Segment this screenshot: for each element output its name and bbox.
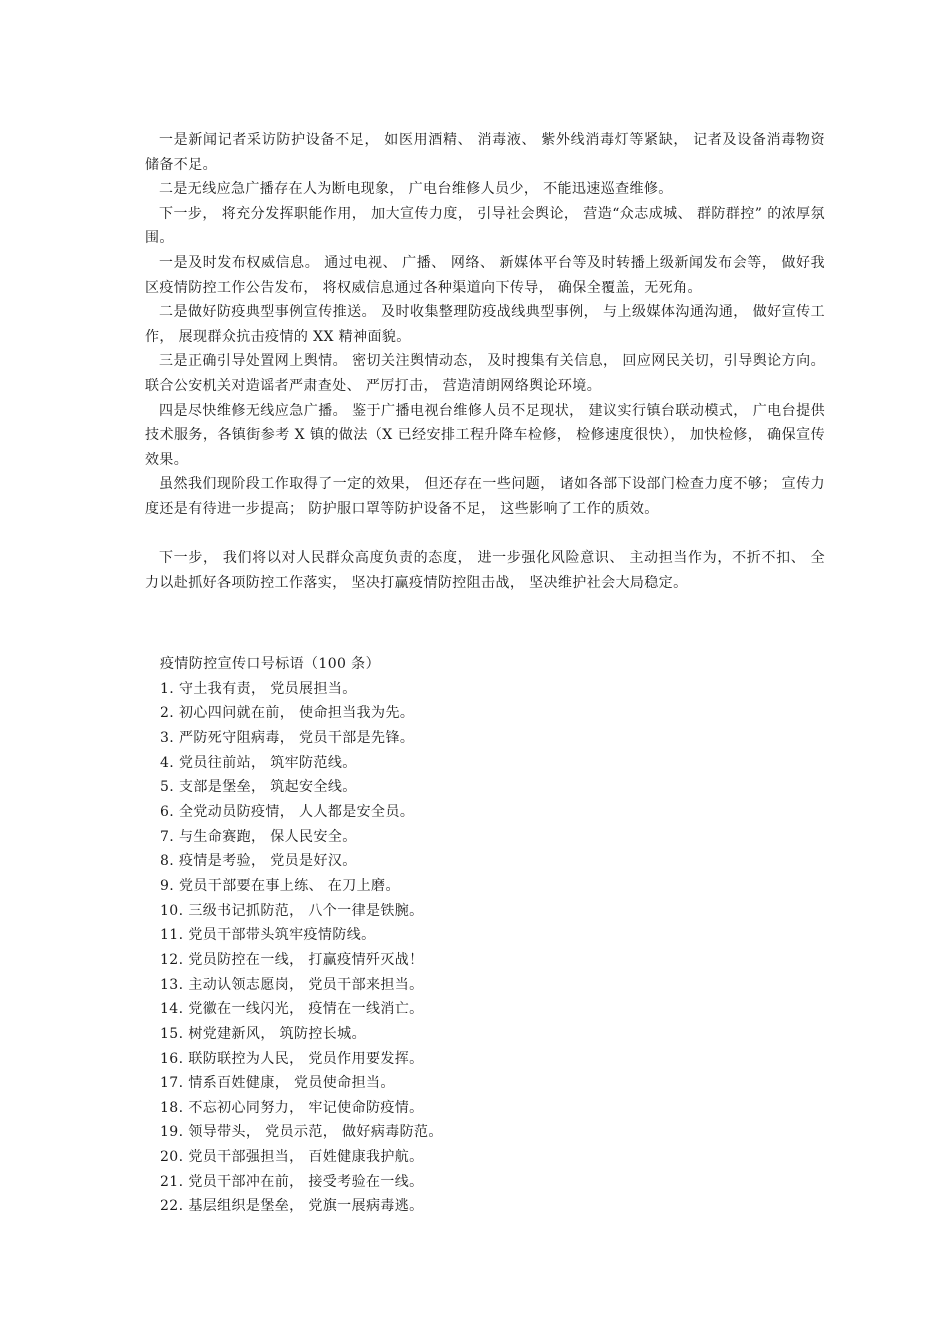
list-item: 1. 守土我有责， 党员展担当。 bbox=[160, 680, 357, 697]
list-item: 9. 党员干部要在事上练、 在刀上磨。 bbox=[160, 877, 400, 894]
paragraph: 下一步， 将充分发挥职能作用， 加大宣传力度， 引导社会舆论， 营造“众志成城、 群防群控” 的浓厚氛围。 bbox=[145, 205, 825, 247]
paragraph: 一是新闻记者采访防护设备不足， 如医用酒精、 消毒液、 紫外线消毒灯等紧缺， 记者及设备消毒物资储备不足。 bbox=[145, 132, 825, 173]
list-item: 22. 基层组织是堡垒， 党旗一展病毒逃。 bbox=[160, 1198, 424, 1215]
list-item: 10. 三级书记抓防范， 八个一律是铁腕。 bbox=[160, 902, 424, 919]
paragraph: 二是做好防疫典型事例宣传推送。 及时收集整理防疫战线典型事例， 与上级媒体沟通沟通， 做好宣传工作， 展现群众抗击疫情的 XX 精神面貌。 bbox=[145, 304, 825, 345]
paragraph: 一是及时发布权威信息。 通过电视、 广播、 网络、 新媒体平台等及时转播上级新闻发布会等， 做好我区疫情防控工作公告发布， 将权威信息通过各种渠道向下传导， 确保全覆盖，无死角。 bbox=[145, 254, 825, 296]
slogan-list bbox=[160, 677, 820, 1219]
list-item: 7. 与生命赛跑， 保人民安全。 bbox=[160, 828, 357, 845]
list-item: 15. 树党建新风， 筑防控长城。 bbox=[160, 1025, 366, 1042]
list-item: 5. 支部是堡垒， 筑起安全线。 bbox=[160, 779, 357, 796]
list-item: 8. 疫情是考验， 党员是好汉。 bbox=[160, 853, 357, 870]
list-item: 16. 联防联控为人民， 党员作用要发挥。 bbox=[160, 1050, 424, 1067]
list-item: 11. 党员干部带头筑牢疫情防线。 bbox=[160, 927, 376, 944]
paragraph: 三是正确引导处置网上舆情。 密切关注舆情动态， 及时搜集有关信息， 回应网民关切，引导舆论方向。 联合公安机关对造谣者严肃查处、 严厉打击， 营造清朗网络舆论环境。 bbox=[145, 353, 825, 394]
list-item: 3. 严防死守阻病毒， 党员干部是先锋。 bbox=[160, 729, 415, 746]
list-item: 6. 全党动员防疫情， 人人都是安全员。 bbox=[160, 803, 415, 820]
list-item: 12. 党员防控在一线， 打赢疫情歼灭战！ bbox=[160, 951, 424, 968]
paragraph: 二是无线应急广播存在人为断电现象， 广电台维修人员少， 不能迅速巡查维修。 bbox=[159, 181, 673, 198]
paragraph: 虽然我们现阶段工作取得了一定的效果， 但还存在一些问题， 诸如各部下设部门检查力度不够； 宣传力度还是有待进一步提高； 防护服口罩等防护设备不足， 这些影响了工作的质效。 bbox=[145, 476, 825, 517]
list-item: 18. 不忘初心同努力， 牢记使命防疫情。 bbox=[160, 1099, 424, 1116]
paragraph: 下一步， 我们将以对人民群众高度负责的态度， 进一步强化风险意识、 主动担当作为，不折不扣、 全力以赴抓好各项防控工作落实， 坚决打赢疫情防控阻击战， 坚决维护社会大局稳定。 bbox=[145, 550, 825, 591]
list-item: 4. 党员往前站， 筑牢防范线。 bbox=[160, 754, 357, 771]
slogan-list-title: 疫情防控宣传口号标语（100 条） bbox=[160, 656, 380, 672]
slogan-section bbox=[160, 652, 820, 1219]
list-item: 20. 党员干部强担当， 百姓健康我护航。 bbox=[160, 1149, 424, 1166]
list-item: 17. 情系百姓健康， 党员使命担当。 bbox=[160, 1075, 395, 1092]
list-item: 19. 领导带头， 党员示范， 做好病毒防范。 bbox=[160, 1124, 443, 1141]
list-item: 13. 主动认领志愿岗， 党员干部来担当。 bbox=[160, 976, 424, 993]
list-item: 2. 初心四问就在前， 使命担当我为先。 bbox=[160, 705, 415, 722]
paragraph: 四是尽快维修无线应急广播。 鉴于广播电视台维修人员不足现状， 建议实行镇台联动模式， 广电台提供技术服务，各镇街参考 X 镇的做法（X 已经安排工程升降车检修， 检修速度很快）， 加快检修， 确保宣传效果。 bbox=[145, 402, 825, 468]
body-text bbox=[145, 128, 825, 595]
list-item: 21. 党员干部冲在前， 接受考验在一线。 bbox=[160, 1173, 424, 1190]
list-item: 14. 党徽在一线闪光， 疫情在一线消亡。 bbox=[160, 1001, 424, 1018]
